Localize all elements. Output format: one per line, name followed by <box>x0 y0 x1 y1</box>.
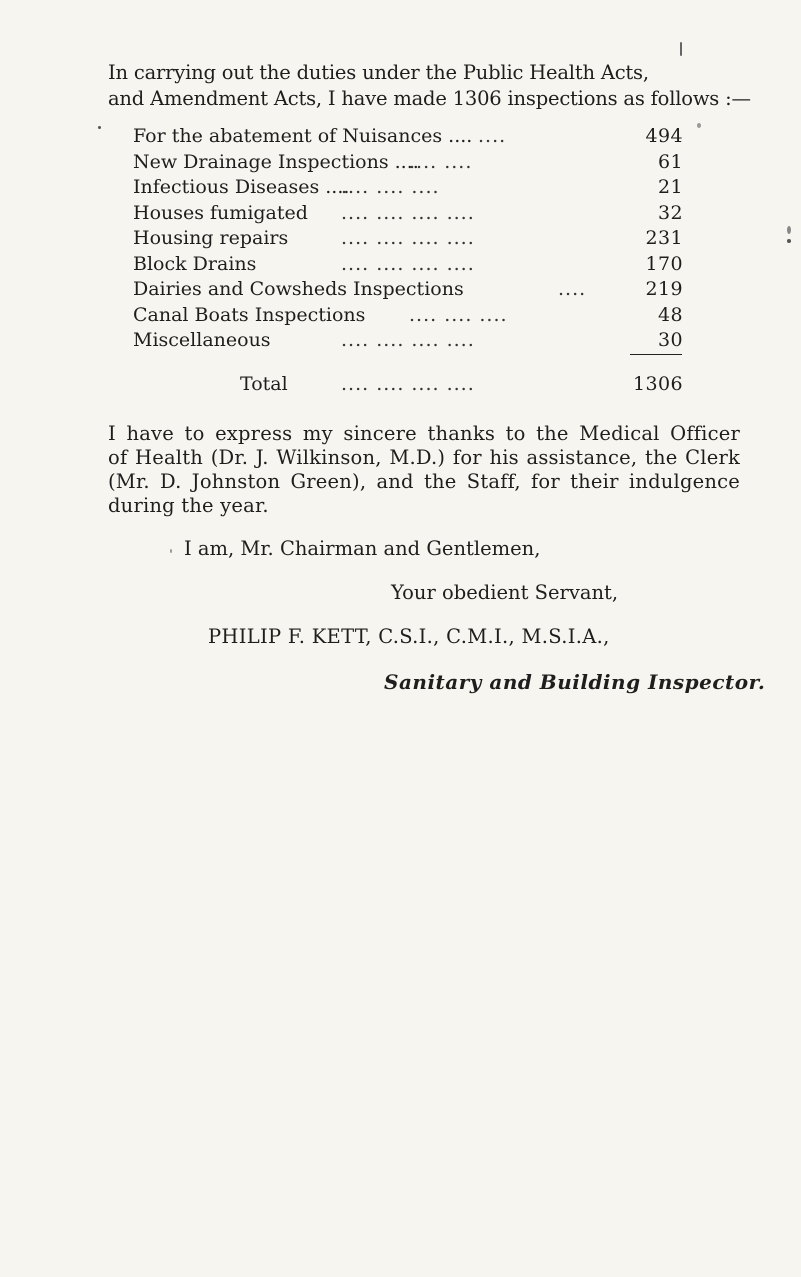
row-value: 30 <box>658 329 683 351</box>
table-row <box>133 328 683 354</box>
row-value: 170 <box>645 252 683 275</box>
row-leader-dots: .... .... .... <box>409 303 508 326</box>
table-row <box>133 303 683 329</box>
table-row <box>133 252 683 278</box>
scan-mark <box>680 42 682 56</box>
row-value: 231 <box>645 227 683 249</box>
total-leader-dots: .... .... .... .... <box>341 373 475 395</box>
intro-line-1: In carrying out the duties under the Public Health Acts, <box>108 61 649 84</box>
intro-line-2: and Amendment Acts, I have made 1306 inspections as follows :— <box>108 87 751 110</box>
row-leader-dots: .... <box>558 278 587 300</box>
valediction: Your obedient Servant, <box>391 581 619 604</box>
row-value: 219 <box>645 278 683 300</box>
row-value: 494 <box>645 125 683 147</box>
scan-speck <box>787 226 791 234</box>
row-leader-dots: .... <box>478 125 507 147</box>
row-label: Houses fumigated <box>133 201 308 224</box>
row-value: 32 <box>658 201 683 224</box>
row-leader-dots: .... .... .... .... <box>341 201 475 224</box>
table-row <box>133 150 683 176</box>
row-leader-dots: .... .... .... .... <box>341 252 475 275</box>
inspections-table <box>133 124 683 354</box>
thanks-paragraph <box>108 422 740 518</box>
row-leader-dots: .... .... .... .... <box>341 329 475 351</box>
row-leader-dots: .... .... .... <box>341 176 440 198</box>
salutation: I am, Mr. Chairman and Gentlemen, <box>184 537 541 560</box>
scan-speck <box>787 239 791 243</box>
intro-paragraph <box>108 60 756 112</box>
thanks-line-1: I have to express my sincere thanks to the Medical Officer <box>108 422 740 445</box>
signature-title: Sanitary and Building Inspector. <box>384 670 766 694</box>
row-label: Dairies and Cowsheds Inspections <box>133 278 464 300</box>
row-label: For the abatement of Nuisances .... <box>133 125 473 147</box>
scan-speck <box>98 126 101 129</box>
row-leader-dots: .... .... .... .... <box>341 227 475 249</box>
row-label: Miscellaneous <box>133 329 271 351</box>
scan-speck <box>697 123 701 128</box>
table-row <box>133 226 683 252</box>
total-row <box>133 371 683 397</box>
row-leader-dots: .... .... <box>409 150 473 173</box>
row-value: 21 <box>658 176 683 198</box>
total-label: Total <box>240 373 288 395</box>
thanks-line-4: during the year. <box>108 494 269 517</box>
thanks-line-3: (Mr. D. Johnston Green), and the Staff, for their indulgence <box>108 470 740 493</box>
table-row <box>133 124 683 150</box>
row-label: Infectious Diseases .... <box>133 176 350 198</box>
scan-speck <box>170 549 172 553</box>
signature-name: PHILIP F. KETT, C.S.I., C.M.I., M.S.I.A., <box>208 625 610 648</box>
row-value: 61 <box>658 150 683 173</box>
row-label: Housing repairs <box>133 227 289 249</box>
row-value: 48 <box>658 303 683 326</box>
table-row <box>133 201 683 227</box>
thanks-line-2: of Health (Dr. J. Wilkinson, M.D.) for his assistance, the Clerk <box>108 446 740 469</box>
total-rule <box>630 354 682 355</box>
total-value: 1306 <box>633 373 683 395</box>
row-label: Block Drains <box>133 252 257 275</box>
table-row <box>133 175 683 201</box>
row-label: New Drainage Inspections .... <box>133 150 419 173</box>
table-row <box>133 277 683 303</box>
row-label: Canal Boats Inspections <box>133 303 366 326</box>
